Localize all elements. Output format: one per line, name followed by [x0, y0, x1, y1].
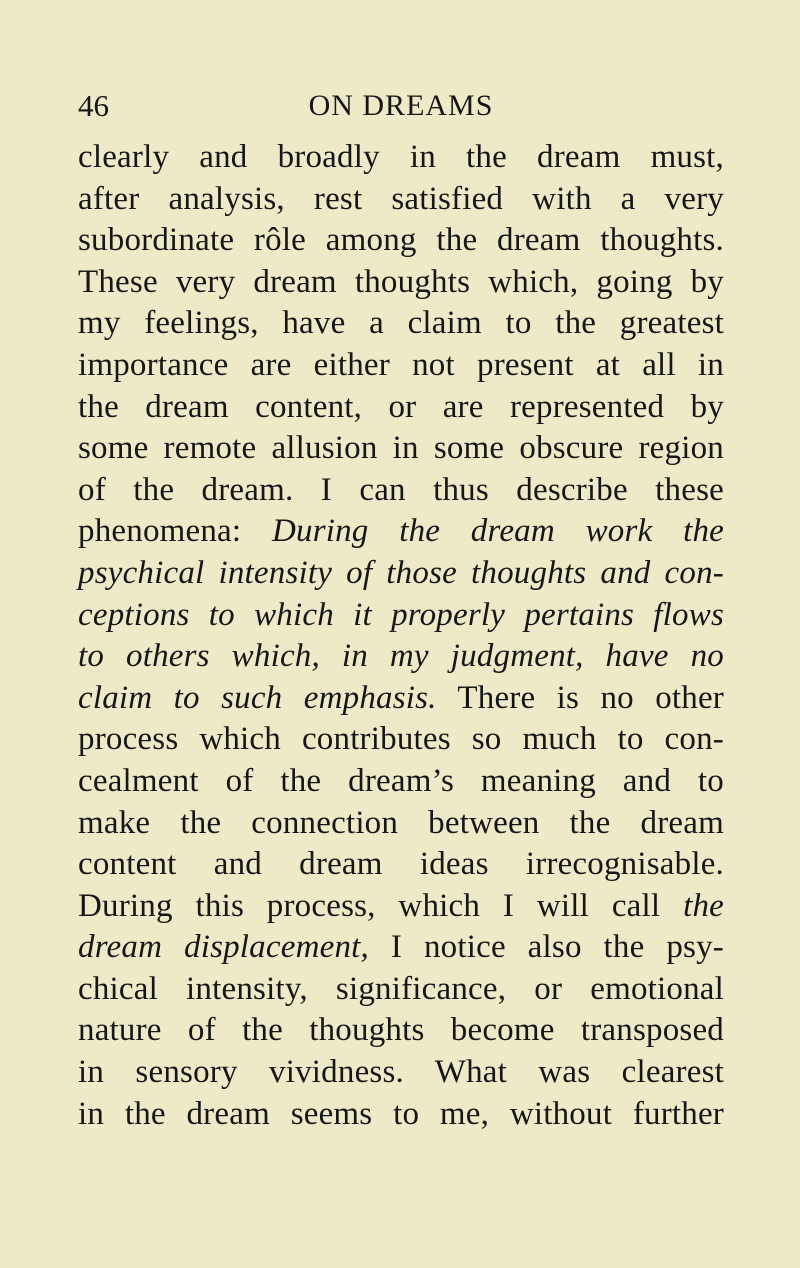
- page-header: [78, 86, 724, 126]
- text-segment: subordinate rôle among the dream thoughts.: [78, 222, 724, 259]
- text-line: [78, 844, 724, 886]
- text-segment: content and dream ideas irrecognisable.: [78, 846, 724, 883]
- text-line: [78, 553, 724, 595]
- text-line: [78, 1010, 724, 1052]
- text-line: [78, 262, 724, 304]
- text-segment: in the dream seems to me, without further: [78, 1095, 724, 1132]
- text-line: [78, 761, 724, 803]
- text-segment: some remote allusion in some obscure region: [78, 430, 724, 467]
- text-segment: These very dream thoughts which, going by: [78, 263, 724, 300]
- italic-text-segment: the: [683, 887, 724, 924]
- text-line: [78, 511, 724, 553]
- text-line: [78, 1094, 724, 1136]
- text-segment: the dream content, or are represented by: [78, 388, 724, 425]
- italic-text-segment: ceptions to which it properly pertains flows: [78, 596, 724, 633]
- text-line: [78, 1052, 724, 1094]
- text-segment: nature of the thoughts become transposed: [78, 1012, 724, 1049]
- text-line: [78, 179, 724, 221]
- text-segment: I notice also the psy-: [368, 929, 724, 966]
- text-segment: chical intensity, significance, or emotional: [78, 970, 724, 1007]
- running-head: ON DREAMS: [308, 89, 494, 122]
- italic-text-segment: During the dream work the: [271, 513, 724, 550]
- text-line: [78, 470, 724, 512]
- italic-text-segment: dream displacement,: [78, 929, 369, 966]
- text-segment: There is no other: [436, 679, 725, 716]
- text-segment: clearly and broadly in the dream must,: [78, 139, 724, 175]
- text-line: [78, 137, 724, 179]
- text-segment: in sensory vividness. What was clearest: [78, 1054, 724, 1091]
- text-segment: importance are either not present at all in: [78, 346, 724, 383]
- italic-text-segment: psychical intensity of those thoughts and con-: [78, 554, 724, 591]
- text-segment: of the dream. I can thus describe these: [78, 471, 724, 508]
- text-line: [78, 636, 724, 678]
- text-line: [78, 678, 724, 720]
- text-segment: after analysis, rest satisfied with a very: [78, 180, 724, 217]
- text-line: [78, 428, 724, 470]
- text-line: [78, 595, 724, 637]
- text-segment: my feelings, have a claim to the greatest: [78, 305, 724, 342]
- text-line: [78, 345, 724, 387]
- text-segment: cealment of the dream’s meaning and to: [78, 762, 724, 799]
- text-segment: During this process, which I will call: [78, 887, 684, 924]
- text-line: [78, 387, 724, 429]
- text-line: [78, 719, 724, 761]
- text-line: [78, 927, 724, 969]
- body-text: [78, 137, 724, 1135]
- text-line: [78, 969, 724, 1011]
- page-number: 46: [78, 88, 109, 123]
- text-line: [78, 303, 724, 345]
- text-segment: process which contributes so much to con-: [78, 721, 724, 758]
- italic-text-segment: claim to such emphasis.: [78, 679, 437, 716]
- text-line: [78, 220, 724, 262]
- italic-text-segment: to others which, in my judgment, have no: [78, 638, 724, 675]
- text-line: [78, 803, 724, 845]
- text-line: [78, 886, 724, 928]
- text-segment: phenomena:: [78, 513, 272, 550]
- text-segment: make the connection between the dream: [78, 804, 724, 841]
